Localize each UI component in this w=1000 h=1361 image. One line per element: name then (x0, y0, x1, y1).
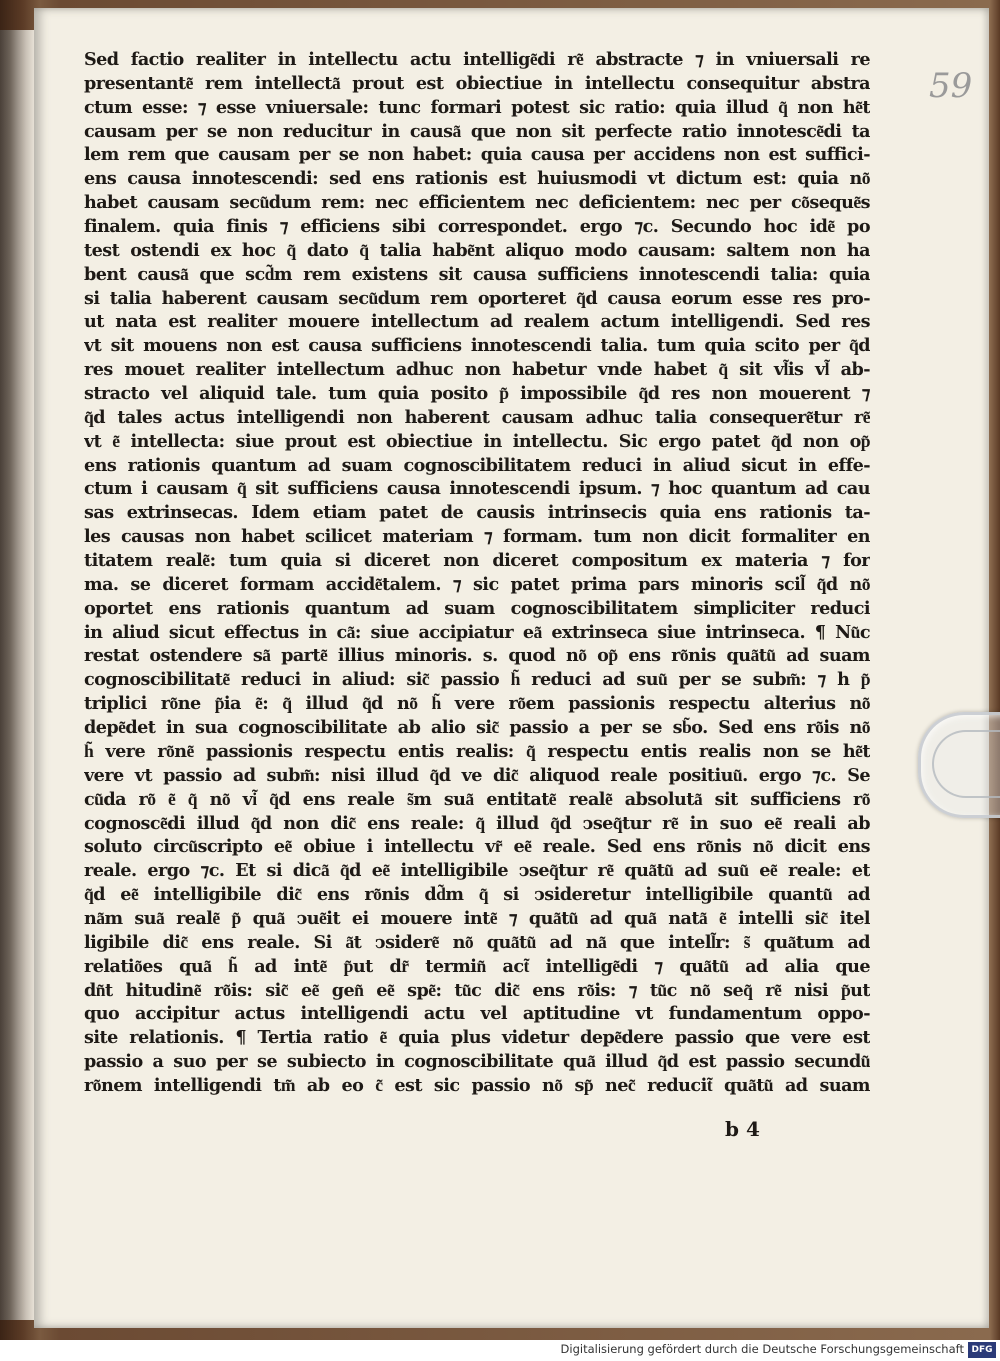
text-line: ctum esse: ⁊ esse vniuersale: tunc formari potest sic ratio: quia illud q͂ non he͂t (84, 96, 870, 118)
text-line: ctum i causam q͂ sit sufficiens causa innotescendi ipsum. ⁊ hoc quantum ad cau (84, 478, 870, 500)
text-line: lem rem que causam per se non habet: quia causa per accidens non est suffici- (84, 144, 870, 166)
text-line: test ostendi ex hoc q͂ dato q͂ talia habe͂nt aliquo modo causam: saltem non ha (84, 239, 870, 261)
text-line: in aliud sicut effectus in ca͂: siue accipiatur ea͂ extrinseca siue intrinseca. ¶ Nu͂c (84, 621, 870, 643)
text-line: sas extrinsecas. Idem etiam patet de causis intrinsecis quia ens rationis ta- (84, 502, 870, 524)
left-page-edges (0, 30, 34, 1320)
dfg-logo: DFG (968, 1342, 996, 1358)
text-line: cognosce͂di illud q͂d non dic͂ ens reale: q͂ illud q͂d ͻseq͂tur re͂ in suo ee͂ reali ab (84, 812, 870, 834)
text-line: Sed factio realiter in intellectu actu intellige͂di re͂ abstracte ⁊ in vniuersali re (84, 49, 870, 70)
text-line: dn͂t hitudine͂ ro͂is: sic͂ ee͂ gen͂ ee͂ spe͂: tu͂c dic͂ ens ro͂is: ⁊ tu͂c no͂ seq͂ re͂ nisi p͂ut (84, 979, 870, 1001)
text-line: h͂ vere ro͂ne͂ passionis respectu entis realis: q͂ respectu entis realis non se he͂t (84, 740, 870, 762)
text-line: ens rationis quantum ad suam cognoscibilitatem reduci in aliud sicut in effe- (84, 454, 870, 476)
text-line: vere vt passio ad subm͂: nisi illud q͂d ve dic͂ aliquod reale positiuu͂. ergo ⁊c. Se (84, 764, 870, 786)
text-line: reale. ergo ⁊c. Et si dica͂ q͂d ee͂ intelligibile ͻseq͂tur re͂ qua͂tu͂ ad suu͂ ee͂ reale: et (84, 860, 870, 882)
text-line: ligibile dic͂ ens reale. Si a͂t ͻsidere͂ no͂ qua͂tu͂ ad na͂ que intell͂r: s͂ qua͂tum ad (84, 931, 870, 953)
text-line: na͂m sua͂ reale͂ p͂ qua͂ ͻue͂it ei mouere inte͂ ⁊ qua͂tu͂ ad qua͂ nata͂ e͂ intelli sic͂ itel (84, 907, 870, 929)
folio-number: 59 (929, 66, 973, 106)
text-line: stracto vel aliquid tale. tum quia posito p͂ impossibile q͂d res non mouerent ⁊ (84, 383, 870, 405)
text-line: q͂d tales actus intelligendi non haberent causam adhuc talia consequere͂tur re͂ (84, 406, 870, 428)
text-line: passio a suo per se subiecto in cognoscibilitate qua͂ illud q͂d est passio secundu͂ (84, 1051, 870, 1073)
text-line: bent causa͂ que scd͂m rem existens sit causa sufficiens innotescendi talia: quia (84, 263, 870, 285)
text-line: vt e͂ intellecta: siue prout est obiectiue in intellectu. Sic ergo patet q͂d non op͂ (84, 430, 870, 452)
text-line: site relationis. ¶ Tertia ratio e͂ quia plus videtur depe͂dere passio que vere est (84, 1027, 870, 1049)
text-line: finalem. quia finis ⁊ efficiens sibi correspondet. ergo ⁊c. Secundo hoc ide͂ po (84, 216, 870, 238)
paper-clip-inner (932, 730, 1000, 798)
text-line: relatio͂es qua͂ h͂ ad inte͂ p͂ut dr͂ termin͂ act͂ intellige͂di ⁊ qua͂tu͂ ad alia que (84, 955, 870, 977)
text-line: cu͂da ro͂ e͂ q͂ no͂ vi͂ q͂d ens reale s͂m sua͂ entitate͂ reale͂ absoluta͂ sit sufficiens ro͂ (84, 788, 870, 810)
text-line: ma. se diceret formam accide͂talem. ⁊ sic patet prima pars minoris scil͂ q͂d no͂ (84, 573, 870, 595)
text-line: triplici ro͂ne p͂ia e͂: q͂ illud q͂d no͂ h͂ vere ro͂em passionis respectu alterius no͂ (84, 693, 870, 715)
text-line: res mouet realiter intellectum adhuc non habetur vnde habet q͂ sit vl͂is vl͂ ab- (84, 359, 870, 381)
text-line: cognoscibilitate͂ reduci in aliud: sic͂ passio h͂ reduci ad suu͂ per se subm͂: ⁊ h p͂ (84, 669, 870, 691)
text-line: oportet ens rationis quantum ad suam cognoscibilitatem simpliciter reduci (84, 597, 870, 619)
text-block (84, 48, 870, 1098)
footer-credit: Digitalisierung gefördert durch die Deutsche Forschungsgemeinschaft (560, 1342, 964, 1356)
text-line: si talia haberent causam secu͂dum rem oporteret q͂d causa eorum esse res pro- (84, 287, 870, 309)
text-line: habet causam secu͂dum rem: nec efficientem nec deficientem: nec per co͂seque͂s (84, 192, 870, 214)
book-page (34, 8, 989, 1328)
text-line: ens causa innotescendi: sed ens rationis est huiusmodi vt dictum est: quia no͂ (84, 168, 870, 190)
text-line: presentante͂ rem intellecta͂ prout est obiectiue in intellectu consequitur abstra (84, 72, 870, 94)
text-line: q͂d ee͂ intelligibile dic͂ ens ro͂nis dd͂m q͂ si ͻsideretur intelligibile quantu͂ ad (84, 884, 870, 906)
text-line: causam per se non reducitur in causa͂ que non sit perfecte ratio innotesce͂di ta (84, 120, 870, 142)
text-line: vt sit mouens non est causa sufficiens innotescendi talia. tum quia scito per q͂d (84, 335, 870, 357)
text-line: ro͂nem intelligendi tm͂ ab eo c͂ est sic passio no͂ sp͂ nec͂ reducit͂ qua͂tu͂ ad suam (84, 1074, 870, 1096)
text-line: depe͂det in sua cognoscibilitate ab alio sic͂ passio a per se sb͂o. Sed ens ro͂is no͂ (84, 717, 870, 739)
text-line: quo accipitur actus intelligendi actu vel aptitudine vt fundamentum oppo- (84, 1003, 870, 1025)
text-line: soluto circu͂scripto ee͂ obiue i intellectu vr͂ ee͂ reale. Sed ens ro͂nis no͂ dicit ens (84, 836, 870, 858)
text-line: restat ostendere sa͂ parte͂ illius minoris. s. quod no͂ op͂ ens ro͂nis qua͂tu͂ ad suam (84, 645, 870, 667)
signature-mark: b 4 (725, 1117, 760, 1141)
text-line: les causas non habet scilicet materiam ⁊ formam. tum non dicit formaliter en (84, 526, 870, 548)
text-line: ut nata est realiter mouere intellectum ad realem actum intelligendi. Sed res (84, 311, 870, 333)
text-line: titatem reale͂: tum quia si diceret non diceret compositum ex materia ⁊ for (84, 550, 870, 572)
